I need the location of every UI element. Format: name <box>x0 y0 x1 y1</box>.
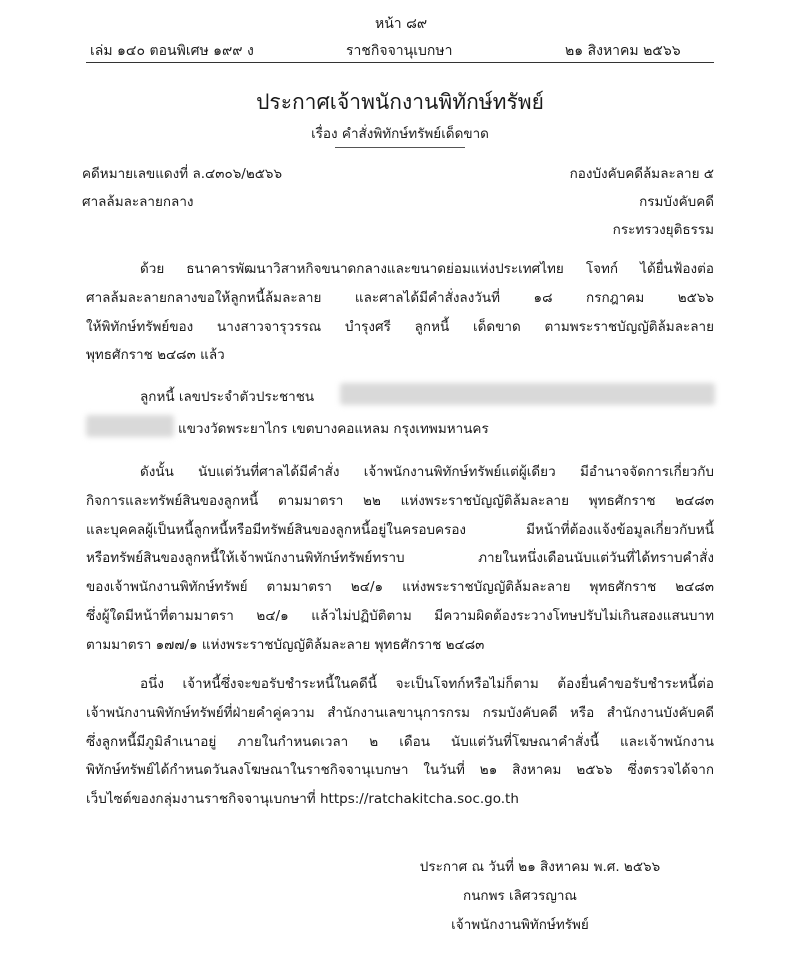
office-name: กองบังคับคดีล้มละลาย ๕ <box>569 166 714 182</box>
signatory-name: กนกพร เลิศวรญาณ <box>463 888 577 904</box>
paragraph-line: ซึ่งผู้ใดมีหน้าที่ตามมาตรา ๒๔/๑ แล้วไม่ปฏิบัติตาม มีความผิดต้องระวางโทษปรับไม่เกินสองแสนบาท <box>86 607 714 624</box>
redacted-address <box>86 415 174 437</box>
paragraph-line: ด้วย ธนาคารพัฒนาวิสาหกิจขนาดกลางและขนาดย่อมแห่งประเทศไทย โจทก์ ได้ยื่นฟ้องต่อ <box>140 261 714 277</box>
paragraph-line: ตามมาตรา ๑๗๗/๑ แห่งพระราชบัญญัติล้มละลาย พุทธศักราช ๒๔๘๓ <box>86 636 485 653</box>
court-name: ศาลล้มละลายกลาง <box>82 194 194 210</box>
paragraph-line: พุทธศักราช ๒๔๘๓ แล้ว <box>86 347 225 364</box>
paragraph-line: ดังนั้น นับแต่วันที่ศาลได้มีคำสั่ง เจ้าพนักงานพิทักษ์ทรัพย์แต่ผู้เดียว มีอำนาจจัดการเกี่ยวกับ <box>140 464 714 480</box>
paragraph-line: ให้พิทักษ์ทรัพย์ของ นางสาวจารุวรรณ บำรุงศรี ลูกหนี้ เด็ดขาด ตามพระราชบัญญัติล้มละลาย <box>86 318 714 335</box>
gazette-date: ๒๑ สิงหาคม ๒๕๖๖ <box>565 43 681 59</box>
paragraph-line: พิทักษ์ทรัพย์ได้กำหนดวันลงโฆษณาในราชกิจจานุเบกษา ในวันที่ ๒๑ สิงหาคม ๒๕๖๖ ซึ่งตรวจได้จาก <box>86 762 714 779</box>
paragraph-line: เว็บไซต์ของกลุ่มงานราชกิจจานุเบกษาที่ https://ratchakitcha.soc.go.th <box>86 791 519 808</box>
paragraph-trustee-authority <box>86 458 714 660</box>
gazette-volume: เล่ม ๑๔๐ ตอนพิเศษ ๑๙๙ ง <box>90 43 254 59</box>
department-name: กรมบังคับคดี <box>639 194 714 210</box>
case-number: คดีหมายเลขแดงที่ ล.๔๓๐๖/๒๕๖๖ <box>82 166 283 182</box>
paragraph-line: เจ้าพนักงานพิทักษ์ทรัพย์ที่ฝ่ายคำคู่ความ สำนักงานเลขานุการกรม กรมบังคับคดี หรือ สำนักงานบังคับคดี <box>86 704 714 721</box>
paragraph-line: ของเจ้าพนักงานพิทักษ์ทรัพย์ ตามมาตรา ๒๔/๑ แห่งพระราชบัญญัติล้มละลาย พุทธศักราช ๒๔๘๓ <box>86 579 714 596</box>
paragraph-lawsuit <box>86 255 714 370</box>
paragraph-line: อนึ่ง เจ้าหนี้ซึ่งจะขอรับชำระหนี้ในคดีนี้ จะเป็นโจทก์หรือไม่ก็ตาม ต้องยื่นคำขอรับชำระหนี้ต่อ <box>140 676 714 692</box>
title-divider <box>335 147 465 148</box>
redacted-id-number <box>340 383 715 405</box>
announcement-date: ประกาศ ณ วันที่ ๒๑ สิงหาคม พ.ศ. ๒๕๖๖ <box>419 859 661 875</box>
paragraph-line: และบุคคลผู้เป็นหนี้ลูกหนี้หรือมีทรัพย์สินของลูกหนี้อยู่ในครอบครอง มีหน้าที่ต้องแจ้งข้อมูลเกี่ยวกับหนี้ <box>86 521 714 538</box>
announcement-title: ประกาศเจ้าพนักงานพิทักษ์ทรัพย์ <box>256 90 544 114</box>
gazette-name: ราชกิจจานุเบกษา <box>346 43 453 59</box>
paragraph-line: หรือทรัพย์สินของลูกหนี้ให้เจ้าพนักงานพิทักษ์ทรัพย์ทราบ ภายในหนึ่งเดือนนับแต่วันที่ได้ทราบคำสั่ง <box>86 550 714 567</box>
header-rule <box>86 62 714 63</box>
announcement-subtitle: เรื่อง คำสั่งพิทักษ์ทรัพย์เด็ดขาด <box>311 126 489 142</box>
paragraph-line: ซึ่งลูกหนี้มีภูมิลำเนาอยู่ ภายในกำหนดเวลา ๒ เดือน นับแต่วันที่โฆษณาคำสั่งนี้ และเจ้าพนักงาน <box>86 733 714 750</box>
signatory-position: เจ้าพนักงานพิทักษ์ทรัพย์ <box>451 917 589 933</box>
ministry-name: กระทรวงยุติธรรม <box>612 222 714 238</box>
paragraph-line: ศาลล้มละลายกลางขอให้ลูกหนี้ล้มละลาย และศาลได้มีคำสั่งลงวันที่ ๑๘ กรกฎาคม ๒๕๖๖ <box>86 289 714 306</box>
debtor-address: แขวงวัดพระยาไกร เขตบางคอแหลม กรุงเทพมหานคร <box>178 421 489 437</box>
debtor-id-label: ลูกหนี้ เลขประจำตัวประชาชน <box>140 389 315 405</box>
paragraph-line: กิจการและทรัพย์สินของลูกหนี้ ตามมาตรา ๒๒ แห่งพระราชบัญญัติล้มละลาย พุทธศักราช ๒๔๘๓ <box>86 492 714 509</box>
paragraph-creditor-claims <box>86 670 714 814</box>
gazette-page-number: หน้า ๘๙ <box>375 16 428 32</box>
